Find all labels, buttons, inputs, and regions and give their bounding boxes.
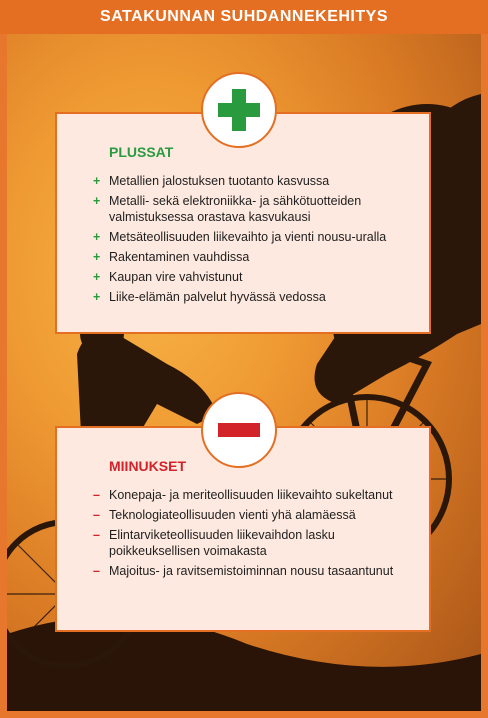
- plus-mark: +: [93, 290, 101, 304]
- plus-icon: [216, 87, 262, 133]
- list-item: + Kaupan vire vahvistunut: [93, 270, 243, 284]
- minus-badge: [201, 392, 277, 468]
- plus-mark: +: [93, 270, 101, 284]
- list-item: – Elintarviketeollisuuden liikevaihdon lasku poikkeuksellisen voimakasta: [93, 528, 335, 558]
- list-item: + Liike-elämän palvelut hyvässä vedossa: [93, 290, 326, 304]
- plus-list: [93, 173, 415, 309]
- plus-mark: +: [93, 230, 101, 244]
- list-item: + Metallien jalostuksen tuotanto kasvussa: [93, 174, 330, 188]
- plus-heading: PLUSSAT: [109, 144, 174, 160]
- list-item: + Metsäteollisuuden liikevaihto ja vienti nousu-uralla: [93, 230, 387, 244]
- minus-mark: –: [93, 508, 100, 522]
- list-item: + Metalli- sekä elektroniikka- ja sähkötuotteiden valmistuksessa orastava kasvukausi: [93, 194, 362, 224]
- plus-mark: +: [93, 194, 101, 208]
- minus-mark: –: [93, 528, 100, 542]
- minus-heading: MIINUKSET: [109, 458, 186, 474]
- minus-icon: [216, 407, 262, 453]
- minus-mark: –: [93, 564, 100, 578]
- plus-mark: +: [93, 250, 101, 264]
- page-title: SATAKUNNAN SUHDANNEKEHITYS: [0, 0, 488, 34]
- plus-mark: +: [93, 174, 101, 188]
- list-item: – Teknologiateollisuuden vienti yhä alamäessä: [93, 508, 356, 522]
- list-item: – Majoitus- ja ravitsemistoiminnan nousu tasaantunut: [93, 564, 394, 578]
- minus-list: [93, 487, 415, 583]
- list-item: + Rakentaminen vauhdissa: [93, 250, 250, 264]
- minus-mark: –: [93, 488, 100, 502]
- plus-badge: [201, 72, 277, 148]
- list-item: – Konepaja- ja meriteollisuuden liikevaihto sukeltanut: [93, 488, 393, 502]
